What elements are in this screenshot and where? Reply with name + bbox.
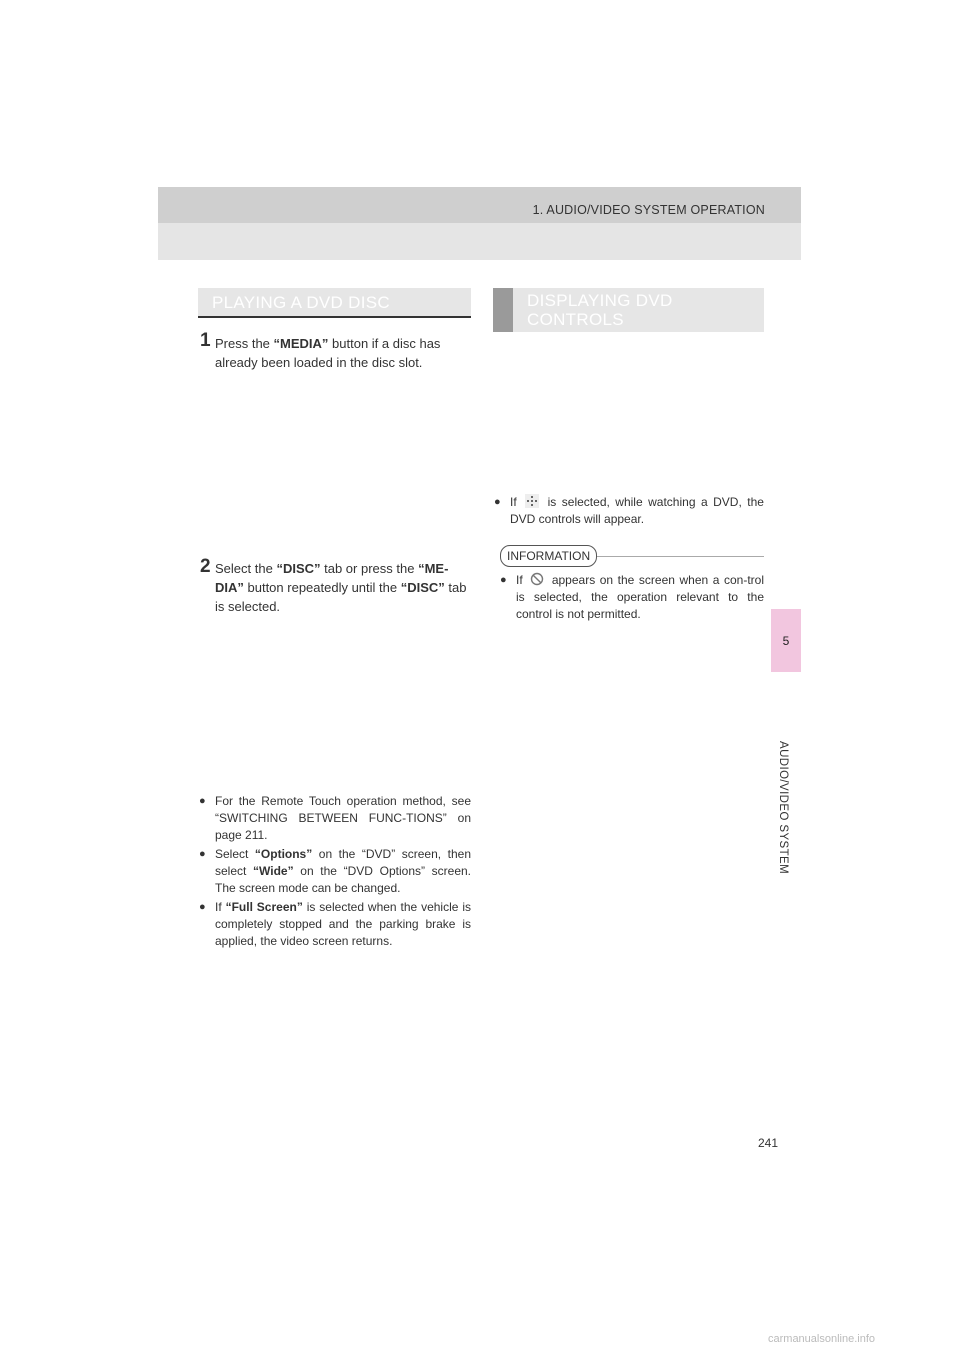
step-2-text [215,559,471,616]
text-run: on the “DVD” screen, then select [215,847,472,878]
watermark: carmanualsonline.info [768,1333,876,1345]
text-run: Select the [215,561,277,576]
page-header-band [158,187,801,260]
list-item [494,494,764,528]
info-list [500,572,764,625]
list-item [199,846,471,897]
text-run: Select [215,847,255,861]
text-bold: “Wide” [253,864,294,878]
step-number: 1 [200,330,211,351]
chapter-number: 5 [782,633,790,648]
list-item [500,572,764,623]
section-title-text: DISPLAYING DVD [527,291,673,310]
text-run: tab is selected. [215,580,467,614]
text-run: on the “DVD Options” screen. The screen mode can be changed. [215,864,472,895]
section-title-text: CONTROLS [527,310,624,329]
text-bold: “DISC” [276,561,321,576]
notes-list-left [199,793,471,952]
information-label: INFORMATION [500,545,597,567]
text-bold: “MEDIA” [273,336,329,351]
chapter-tab [771,609,801,672]
step-1-text [215,334,471,372]
text-run: appears on the screen when a con-trol is selected, the operation relevant to the control is not permitted. [516,573,765,621]
step-number: 2 [200,556,211,577]
text-run: If [510,495,517,509]
text-run: tab or press the [320,561,419,576]
page-number: 241 [758,1136,779,1150]
list-item [199,899,471,950]
text-run: For the Remote Touch operation method, see “SWITCHING BETWEEN FUNC-TIONS” on page 211. [215,794,471,842]
text-run: Press the [215,336,274,351]
text-run: is selected, while watching a DVD, the DVD controls will appear. [510,495,764,526]
section-title-dvd-controls [493,288,764,332]
text-run: is selected when the vehicle is completely stopped and the parking brake is applied, the video screen returns. [215,900,471,948]
text-bold: “ME-DIA” [215,561,449,595]
text-bold: “DISC” [400,580,445,595]
text-bold: “Full Screen” [225,900,303,914]
text-run: If [215,900,226,914]
text-bold: “Options” [254,847,313,861]
notes-list-right [494,494,764,530]
prohibited-icon [530,572,544,586]
chapter-side-label: AUDIO/VIDEO SYSTEM [777,741,789,875]
dvd-controls-icon [525,494,539,508]
section-title-playing-dvd [198,288,471,318]
text-run: If [516,573,523,587]
text-run: button repeatedly until the [243,580,401,595]
list-item [199,793,471,844]
text-run: button if a disc has already been loaded in the disc slot. [215,336,441,370]
page-header-top [158,187,801,223]
section-title-text: PLAYING A DVD DISC [212,293,390,312]
header-title: 1. AUDIO/VIDEO SYSTEM OPERATION [532,203,765,217]
